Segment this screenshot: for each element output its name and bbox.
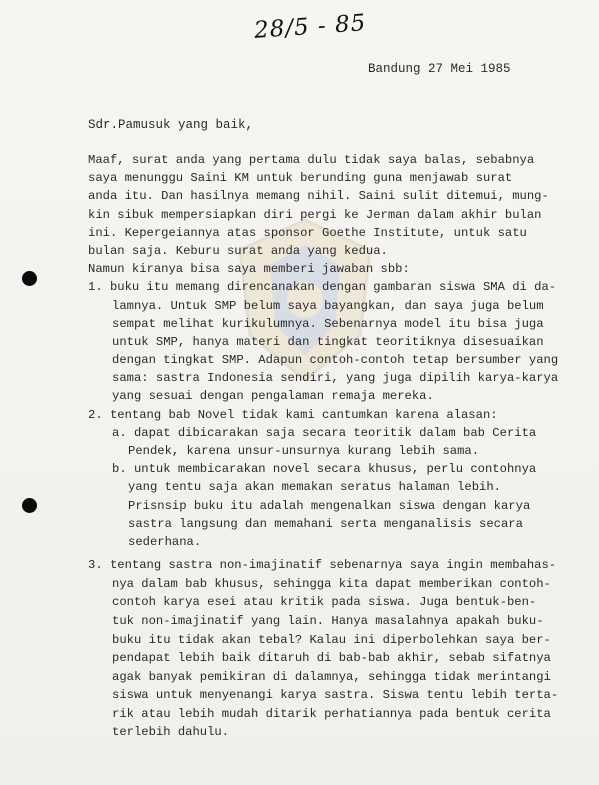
sub-item-b: b. untuk membicarakan novel secara khusus, perlu contohnya — [112, 462, 537, 477]
text-line: kin sibuk mempersiapkan diri pergi ke Jerman dalam akhir bulan — [88, 207, 542, 222]
text-line: rik atau lebih mudah ditarik perhatiannya pada bentuk cerita — [112, 706, 551, 721]
salutation: Sdr.Pamusuk yang baik, — [88, 118, 254, 132]
text-line: sederhana. — [128, 534, 202, 549]
text-line: buku itu tidak akan tebal? Kalau ini diperbolehkan saya ber- — [112, 632, 551, 647]
text-line: contoh karya esei atau kritik pada siswa. Juga bentuk-ben- — [112, 595, 537, 610]
text-line: nya dalam bab khusus, sehingga kita dapat memberikan contoh- — [112, 576, 551, 591]
text-line: siswa untuk menyenangi karya sastra. Siswa tentu lebih terta- — [112, 688, 559, 703]
list-item-3: 3. tentang sastra non-imajinatif sebenarnya saya ingin membahas- — [88, 558, 557, 573]
text-line: tuk non-imajinatif yang lain. Hanya masalahnya apakah buku- — [112, 613, 544, 628]
text-line: ini. Kepergeiannya atas sponsor Goethe Institute, untuk satu — [88, 225, 527, 240]
text-line: agak banyak pemikiran di dalamnya, sehingga tidak merintangi — [112, 669, 551, 684]
text-line: Pendek, karena unsur-unsurnya kurang lebih sama. — [128, 444, 480, 458]
text-line: anda itu. Dan hasilnya memang nihil. Saini sulit ditemui, mung- — [88, 189, 549, 204]
handwritten-note: 28/5 - 85 — [253, 10, 368, 44]
text-line: sama: sastra Indonesia sendiri, yang juga dipilih karya-karya — [112, 371, 559, 386]
text-line: saya menunggu Saini KM untuk berunding guna menjawab surat — [88, 171, 513, 186]
punch-hole-bottom — [22, 498, 37, 513]
text-line: terlebih dahulu. — [112, 725, 230, 740]
text-line: Namun kiranya bisa saya memberi jawaban sbb: — [88, 262, 410, 277]
text-line: sastra langsung dan memahani serta menganalisis secara — [128, 516, 523, 531]
text-line: lamnya. Untuk SMP belum saya bayangkan, dan saya juga belum — [112, 298, 544, 313]
text-line: untuk SMP, hanya materi dan tingkat teoritiknya disesuaikan — [112, 334, 544, 349]
punch-hole-top — [22, 271, 37, 286]
sub-item-a: a. dapat dibicarakan saja secara teoritik dalam bab Cerita — [112, 425, 537, 440]
text-line: yang sesuai dengan pengalaman remaja mereka. — [112, 389, 434, 404]
letter-body — [88, 151, 588, 742]
list-item-2: 2. tentang bab Novel tidak kami cantumkan karena alasan: — [88, 407, 498, 422]
text-line: dengan tingkat SMP. Adapun contoh-contoh tetap bersumber yang — [112, 353, 559, 368]
text-line: bulan saja. Keburu surat anda yang kedua. — [88, 243, 388, 258]
text-line: sempat melihat kurikulumnya. Sebenarnya model itu bisa juga — [112, 316, 544, 331]
text-line: Prisnsip buku itu adalah mengenalkan siswa dengan karya — [128, 498, 531, 513]
list-item-1: 1. buku itu memang direncanakan dengan gambaran siswa SMA di da- — [88, 280, 557, 295]
text-line: yang tentu saja akan memakan seratus halaman lebih. — [128, 480, 501, 495]
text-line: Maaf, surat anda yang pertama dulu tidak saya balas, sebabnya — [88, 153, 535, 167]
letter-date: Bandung 27 Mei 1985 — [368, 62, 511, 76]
text-line: pendapat lebih baik ditaruh di bab-bab akhir, sebab sifatnya — [112, 651, 551, 666]
